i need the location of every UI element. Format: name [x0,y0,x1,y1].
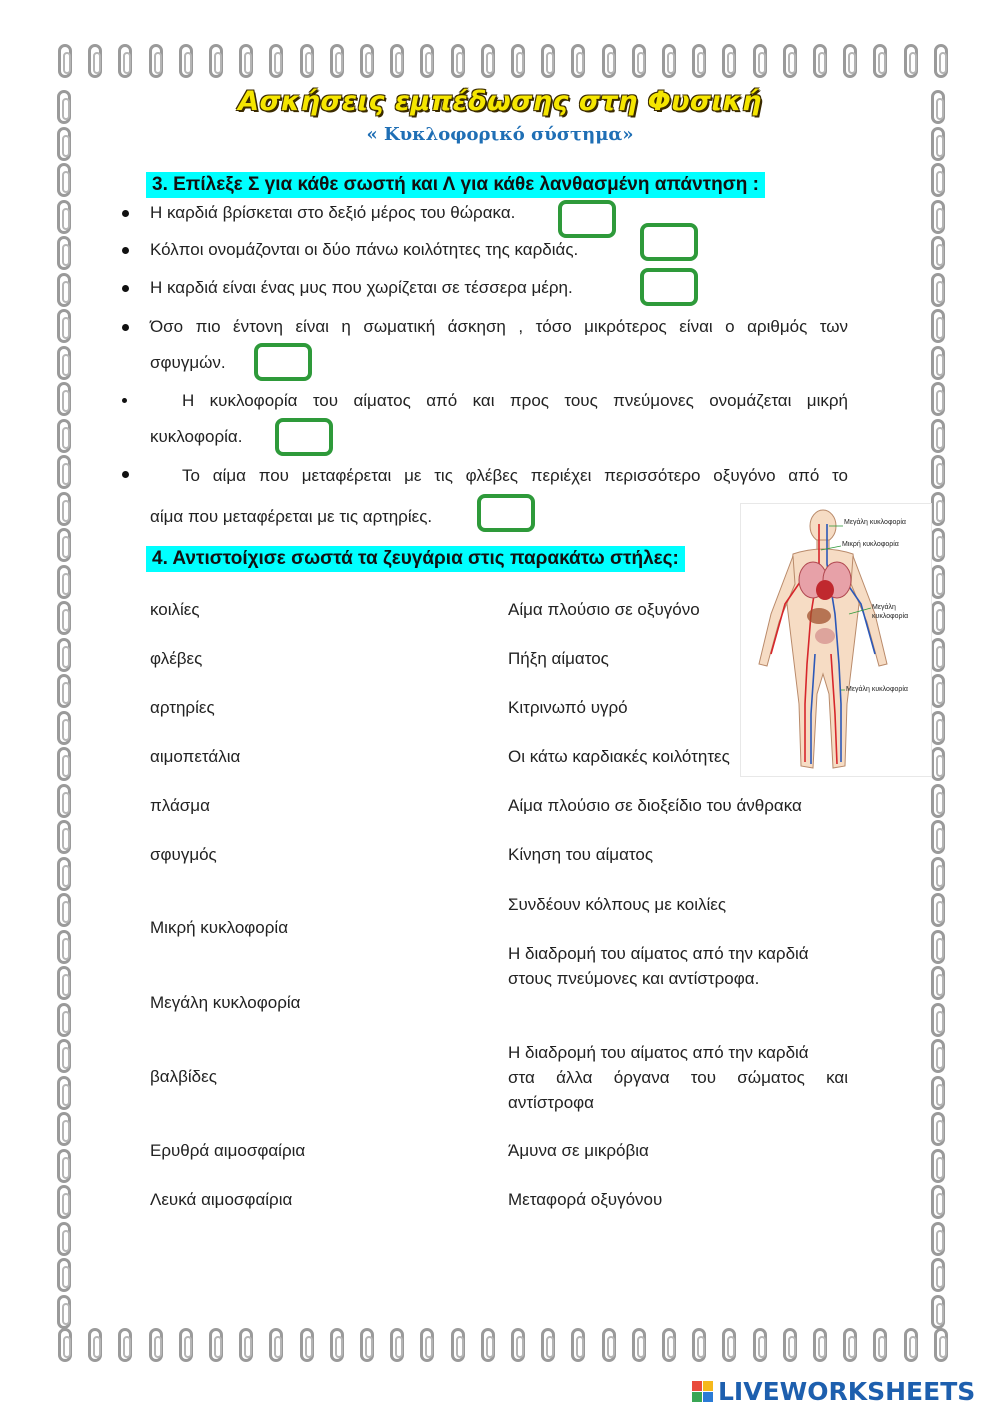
paperclip-icon [931,893,945,927]
paperclip-icon [632,44,646,78]
paperclip-icon [57,784,71,818]
paperclip-icon [931,711,945,745]
statement-2: Κόλποι ονομάζονται οι δύο πάνω κοιλότητες της καρδιάς. [150,240,579,259]
paperclip-icon [931,200,945,234]
paperclip-icon [931,601,945,635]
paperclip-icon [571,1328,585,1362]
match-left-item[interactable]: αιμοπετάλια [150,747,241,766]
paperclip-icon [330,44,344,78]
paperclip-icon [118,44,132,78]
paperclip-icon [843,1328,857,1362]
paperclip-icon [931,784,945,818]
statement-3: Η καρδιά είναι ένας μυς που χωρίζεται σε τέσσερα μέρη. [150,278,573,297]
paperclip-icon [57,1039,71,1073]
paperclip-icon [931,309,945,343]
paperclip-icon [118,1328,132,1362]
paperclip-icon [931,1295,945,1329]
paperclip-icon [931,1112,945,1146]
paperclip-icon [843,44,857,78]
answer-box-4[interactable] [254,343,312,381]
paperclip-icon [931,857,945,891]
statement-1: Η καρδιά βρίσκεται στο δεξιό μέρος του θώρακα. [150,203,516,222]
paperclip-icon [931,1185,945,1219]
paperclip-icon [390,1328,404,1362]
paperclip-icon [931,674,945,708]
match-right-line: αντίστροφα [508,1093,595,1112]
paperclip-icon [511,44,525,78]
paperclip-icon [57,1222,71,1256]
paperclip-icon [541,44,555,78]
match-left-item[interactable]: φλέβες [150,649,203,668]
paperclip-icon [330,1328,344,1362]
paperclip-icon [753,44,767,78]
paperclip-icon [57,638,71,672]
paperclip-icon [931,1258,945,1292]
figure-label: Μεγάλη κυκλοφορία [846,686,908,693]
logo-square [703,1392,713,1402]
match-right-line: Η διαδρομή του αίματος από την καρδιά [508,944,809,963]
paperclip-icon [57,163,71,197]
paperclip-icon [149,1328,163,1362]
paperclip-icon [57,273,71,307]
logo-square [692,1392,702,1402]
match-right-line: Η διαδρομή του αίματος από την καρδιά [508,1043,809,1062]
paperclip-icon [931,455,945,489]
paperclip-icon [541,1328,555,1362]
paperclip-icon [57,966,71,1000]
bullet-6 [122,471,129,478]
paperclip-icon [57,711,71,745]
paperclip-icon [390,44,404,78]
paperclip-icon [149,44,163,78]
match-right-item[interactable]: Οι κάτω καρδιακές κοιλότητες [508,747,730,766]
paperclip-icon [179,1328,193,1362]
match-left-item[interactable]: Μεγάλη κυκλοφορία [150,993,301,1012]
paperclip-icon [931,966,945,1000]
paperclip-icon [88,44,102,78]
section3-heading: 3. Επίλεξε Σ για κάθε σωστή και Λ για κάθε λανθασμένη απάντηση : [146,172,765,198]
paperclip-icon [722,1328,736,1362]
paperclip-icon [632,1328,646,1362]
match-left-item[interactable]: σφυγμός [150,845,217,864]
paperclip-icon [571,44,585,78]
paperclip-icon [931,346,945,380]
match-right-line: στα άλλα όργανα του σώματος και [508,1068,848,1087]
paperclip-icon [57,309,71,343]
paperclip-icon [931,492,945,526]
match-left-item[interactable]: Λευκά αιμοσφαίρια [150,1190,293,1209]
paperclip-icon [722,44,736,78]
paperclip-icon [931,1076,945,1110]
paperclip-icon [57,1149,71,1183]
paperclip-icon [813,1328,827,1362]
paperclip-icon [58,1328,72,1362]
paperclip-icon [57,200,71,234]
paperclip-icon [57,674,71,708]
paperclip-icon [300,44,314,78]
paperclip-icon [57,930,71,964]
paperclip-icon [360,44,374,78]
circulatory-system-figure [740,503,932,777]
worksheet-subtitle: « Κυκλοφορικό σύστημα» [366,124,634,145]
paperclip-icon [57,236,71,270]
match-left-item[interactable]: Μικρή κυκλοφορία [150,918,289,937]
match-right-item[interactable]: Κιτρινωπό υγρό [508,698,628,717]
paperclip-icon [57,747,71,781]
match-left-item[interactable]: αρτηρίες [150,698,215,717]
paperclip-icon [57,820,71,854]
paperclip-icon [662,1328,676,1362]
paperclip-icon [662,44,676,78]
paperclip-icon [931,273,945,307]
paperclip-icon [931,528,945,562]
paperclip-icon [57,1258,71,1292]
paperclip-icon [931,1003,945,1037]
paperclip-icon [57,893,71,927]
match-right-item[interactable]: Συνδέουν κόλπους με κοιλίες [508,895,727,914]
figure-label: Μικρή κυκλοφορία [842,541,899,548]
paperclip-icon [57,1185,71,1219]
paperclip-icon [931,638,945,672]
paperclip-icon [57,857,71,891]
statement-6-line1: Το αίμα που μεταφέρεται με τις φλέβες περιέχει περισσότερο οξυγόνο από το [182,466,848,485]
paperclip-icon [904,1328,918,1362]
bullet-4 [122,324,129,331]
answer-box-2[interactable] [640,223,698,261]
paperclip-icon [783,44,797,78]
logo-square [703,1381,713,1391]
liveworksheets-logo [692,1377,992,1409]
match-right-item[interactable]: Μεταφορά οξυγόνου [508,1190,663,1209]
paperclip-icon [931,1149,945,1183]
paperclip-icon [931,747,945,781]
paperclip-icon [451,1328,465,1362]
paperclip-icon [873,1328,887,1362]
paperclip-icon [57,346,71,380]
answer-box-6[interactable] [477,494,535,532]
paperclip-icon [360,1328,374,1362]
paperclip-icon [57,492,71,526]
paperclip-icon [57,528,71,562]
match-right-item[interactable]: Πήξη αίματος [508,649,609,668]
paperclip-icon [753,1328,767,1362]
logo-square [692,1381,702,1391]
paperclip-icon [813,44,827,78]
paperclip-icon [58,44,72,78]
paperclip-icon [269,44,283,78]
match-right-item[interactable]: Αίμα πλούσιο σε οξυγόνο [508,600,700,619]
statement-4-line2: σφυγμών. [150,353,226,372]
bullet-1 [122,210,129,217]
paperclip-icon [209,44,223,78]
figure-label: Μεγάλη κυκλοφορία [872,604,909,620]
paperclip-icon [931,163,945,197]
paperclip-icon [931,382,945,416]
paperclip-icon [511,1328,525,1362]
brand-name: LIVEWORKSHEETS [718,1377,976,1406]
paperclip-icon [931,930,945,964]
match-left-item[interactable]: κοιλίες [150,600,200,619]
match-right-item[interactable]: Αίμα πλούσιο σε διοξείδιο του άνθρακα [508,796,802,815]
paperclip-icon [57,601,71,635]
bullet-5 [122,398,127,403]
paperclip-icon [931,1222,945,1256]
paperclip-icon [269,1328,283,1362]
paperclip-icon [692,1328,706,1362]
paperclip-icon [57,1076,71,1110]
paperclip-icon [481,44,495,78]
match-left-item[interactable]: βαλβίδες [150,1067,217,1086]
paperclip-icon [783,1328,797,1362]
paperclip-icon [873,44,887,78]
match-right-line: στους πνεύμονες και αντίστροφα. [508,969,760,988]
paperclip-icon [57,1003,71,1037]
paperclip-icon [602,1328,616,1362]
paperclip-icon [57,565,71,599]
section4-heading: 4. Αντιστοίχισε σωστά τα ζευγάρια στις παρακάτω στήλες: [146,546,685,572]
paperclip-icon [451,44,465,78]
paperclip-icon [931,419,945,453]
human-body-illustration [741,504,931,776]
match-right-item[interactable]: Άμυνα σε μικρόβια [508,1141,649,1160]
paperclip-icon [300,1328,314,1362]
paperclip-icon [934,44,948,78]
bullet-2 [122,247,129,254]
paperclip-icon [179,44,193,78]
paperclip-icon [239,1328,253,1362]
statement-5-line2: κυκλοφορία. [150,427,243,446]
paperclip-icon [481,1328,495,1362]
answer-box-3[interactable] [640,268,698,306]
paperclip-icon [931,820,945,854]
paperclip-icon [931,565,945,599]
paperclip-icon [692,44,706,78]
answer-box-5[interactable] [275,418,333,456]
paperclip-icon [934,1328,948,1362]
paperclip-icon [209,1328,223,1362]
match-right-item[interactable] [508,943,848,990]
bullet-3 [122,285,129,292]
match-left-item[interactable]: Ερυθρά αιμοσφαίρια [150,1141,306,1160]
paperclip-icon [239,44,253,78]
paperclip-icon [88,1328,102,1362]
paperclip-icon [57,1295,71,1329]
paperclip-icon [420,1328,434,1362]
paperclip-icon [420,44,434,78]
answer-box-1[interactable] [558,200,616,238]
match-right-item[interactable]: Κίνηση του αίματος [508,845,654,864]
statement-5-line1: Η κυκλοφορία του αίματος από και προς τους πνεύμονες ονομάζεται μικρή [182,391,848,410]
paperclip-icon [904,44,918,78]
statement-6-line2: αίμα που μεταφέρεται με τις αρτηρίες. [150,507,433,526]
paperclip-icon [57,382,71,416]
paperclip-icon [931,1039,945,1073]
paperclip-icon [57,455,71,489]
paperclip-icon [931,236,945,270]
worksheet-title: Ασκήσεις εμπέδωσης στη Φυσική [238,86,762,117]
paperclip-icon [57,419,71,453]
paperclip-icon [602,44,616,78]
figure-label: Μεγάλη κυκλοφορία [844,519,906,526]
statement-4-line1: Όσο πιο έντονη είναι η σωματική άσκηση , τόσο μικρότερος είναι ο αριθμός των [150,317,848,336]
paperclip-icon [57,1112,71,1146]
match-left-item[interactable]: πλάσμα [150,796,210,815]
match-right-item[interactable] [508,1042,848,1114]
